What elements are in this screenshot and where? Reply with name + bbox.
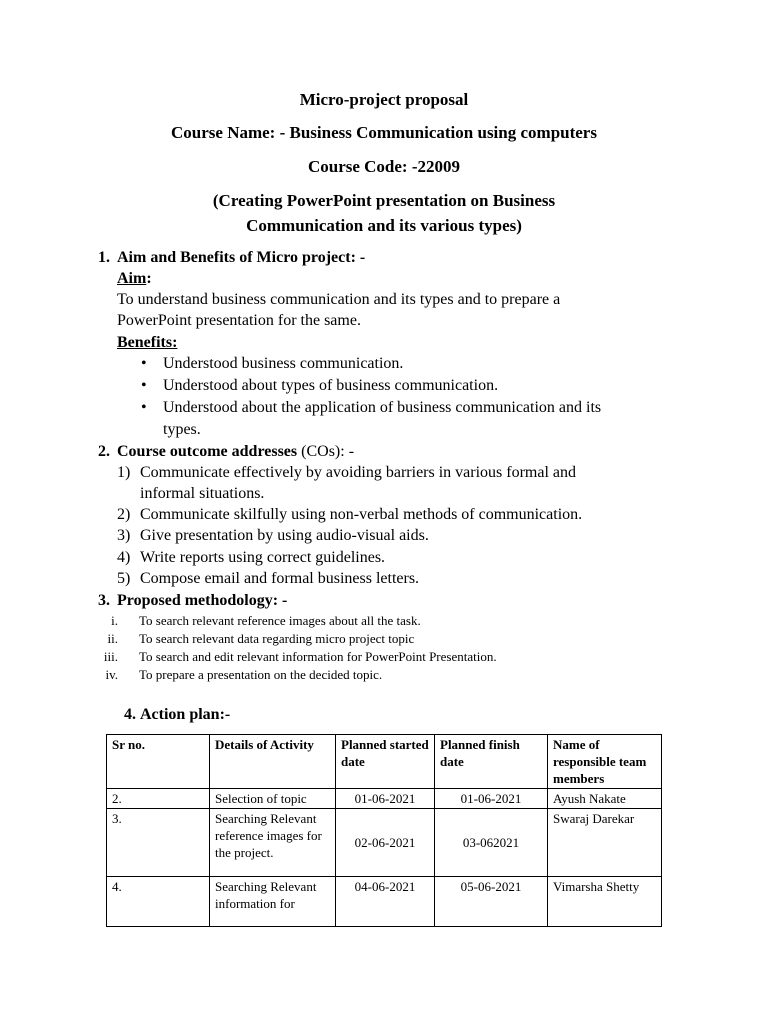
- section-2-heading: [117, 443, 354, 461]
- co-number: 3): [117, 527, 131, 544]
- co-text: Give presentation by using audio-visual aids.: [140, 527, 429, 544]
- aim-label-colon: :: [146, 270, 152, 287]
- section-1-heading: Aim and Benefits of Micro project: -: [117, 249, 366, 266]
- methodology-item: To search relevant data regarding micro project topic: [139, 631, 415, 646]
- section-4-number: 4.: [124, 706, 136, 723]
- aim-text-line-2: PowerPoint presentation for the same.: [117, 312, 361, 329]
- aim-text-line-1: To understand business communication and its types and to prepare a: [117, 291, 561, 308]
- section-4-heading: Action plan:-: [140, 706, 231, 723]
- table-header-row: [107, 735, 662, 789]
- start-date-cell: 04-06-2021: [336, 877, 435, 927]
- methodology-item: To search and edit relevant information for PowerPoint Presentation.: [139, 649, 497, 664]
- section-3-number: 3.: [98, 592, 110, 609]
- finish-date-cell: 01-06-2021: [435, 789, 548, 809]
- methodology-numeral: iii.: [103, 649, 118, 664]
- table-row: [107, 789, 662, 809]
- methodology-item: To search relevant reference images about all the task.: [139, 613, 421, 628]
- bullet-icon: •: [141, 355, 147, 372]
- benefit-item: Understood about the application of business communication and its: [163, 399, 602, 416]
- co-number: 4): [117, 549, 131, 566]
- column-header: Sr no.: [107, 735, 210, 789]
- member-cell: Vimarsha Shetty: [548, 877, 662, 927]
- finish-date-cell: 05-06-2021: [435, 877, 548, 927]
- section-2-number: 2.: [98, 443, 110, 460]
- benefits-label: Benefits:: [117, 334, 178, 351]
- start-date-cell: 01-06-2021: [336, 789, 435, 809]
- column-header: Planned started date: [336, 735, 435, 789]
- co-text: Write reports using correct guidelines.: [140, 549, 386, 566]
- methodology-numeral: i.: [111, 613, 118, 628]
- section-2-heading-bold: Course outcome addresses: [117, 443, 298, 460]
- course-name: Course Name: - Business Communication using computers: [171, 123, 597, 142]
- co-number: 5): [117, 570, 131, 587]
- sr-cell: 2.: [107, 789, 210, 809]
- benefit-item: Understood about types of business communication.: [163, 377, 499, 394]
- co-text: Communicate effectively by avoiding barriers in various formal and: [140, 464, 577, 481]
- section-1-number: 1.: [98, 249, 110, 266]
- member-cell: Swaraj Darekar: [548, 809, 662, 877]
- co-text-continued: informal situations.: [140, 485, 265, 502]
- project-subtitle-line-1: (Creating PowerPoint presentation on Business: [212, 191, 556, 210]
- methodology-numeral: iv.: [105, 667, 118, 682]
- methodology-item: To prepare a presentation on the decided topic.: [139, 667, 383, 682]
- co-text: Communicate skilfully using non-verbal methods of communication.: [140, 506, 583, 523]
- section-3-heading: Proposed methodology: -: [117, 592, 288, 609]
- aim-label-text: Aim: [117, 270, 147, 287]
- bullet-icon: •: [141, 399, 147, 416]
- details-cell: Searching Relevant information for: [210, 877, 336, 927]
- co-text: Compose email and formal business letters.: [140, 570, 420, 587]
- start-date-cell: 02-06-2021: [336, 809, 435, 877]
- section-2-heading-rest: (COs): -: [297, 443, 355, 460]
- project-subtitle-line-2: Communication and its various types): [246, 216, 522, 235]
- finish-date-cell: 03-062021: [435, 809, 548, 877]
- course-code: Course Code: -22009: [307, 157, 461, 176]
- column-header: Name of responsible team members: [548, 735, 662, 789]
- methodology-numeral: ii.: [107, 631, 118, 646]
- benefit-item-continued: types.: [163, 421, 201, 438]
- aim-label: [117, 270, 152, 288]
- document-title: Micro-project proposal: [299, 90, 469, 109]
- sr-cell: 3.: [107, 809, 210, 877]
- details-cell: Searching Relevant reference images for the project.: [210, 809, 336, 877]
- co-number: 1): [117, 464, 131, 481]
- member-cell: Ayush Nakate: [548, 789, 662, 809]
- bullet-icon: •: [141, 377, 147, 394]
- details-cell: Selection of topic: [210, 789, 336, 809]
- benefit-item: Understood business communication.: [163, 355, 404, 372]
- sr-cell: 4.: [107, 877, 210, 927]
- co-number: 2): [117, 506, 131, 523]
- table-row: [107, 877, 662, 927]
- action-plan-table: [106, 734, 662, 927]
- column-header: Planned finish date: [435, 735, 548, 789]
- column-header: Details of Activity: [210, 735, 336, 789]
- table-row: [107, 809, 662, 877]
